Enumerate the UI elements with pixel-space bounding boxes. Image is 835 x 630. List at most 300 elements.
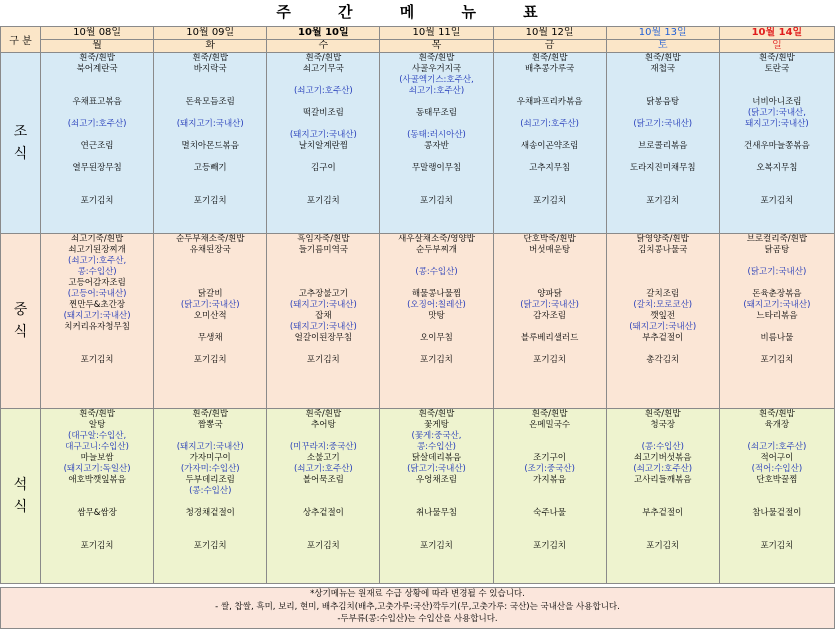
menu-item: 쌈무&쌈장	[77, 508, 117, 518]
origin-note: (돼지고기:독일산)	[63, 464, 131, 474]
menu-spacer	[154, 344, 266, 355]
menu-item: 포기김치	[646, 541, 680, 551]
menu-item: 짬뽕국	[197, 420, 223, 430]
menu-spacer	[494, 108, 606, 119]
menu-item: 맛탕	[428, 311, 445, 321]
menu-item: 포기김치	[420, 541, 453, 551]
menu-spacer	[494, 278, 606, 289]
origin-note: (콩:수입산)	[189, 486, 232, 496]
menu-spacer	[380, 486, 492, 497]
menu-item: 포기김치	[193, 541, 227, 551]
menu-cell	[267, 409, 380, 584]
menu-spacer	[607, 530, 719, 541]
menu-spacer	[494, 130, 606, 141]
origin-note: (오징어:칠레산)	[407, 300, 466, 310]
menu-item: 쇠고기죽/흰밥	[71, 234, 124, 244]
menu-item: 육개장	[764, 420, 790, 430]
origin-note: (돼지고기:국내산)	[176, 442, 244, 452]
menu-spacer	[494, 256, 606, 267]
menu-spacer	[41, 344, 153, 355]
day-weekday: 수	[267, 40, 380, 53]
meal-label-lunch	[1, 234, 41, 409]
menu-spacer	[607, 152, 719, 163]
day-date: 10월 11일	[380, 27, 493, 40]
menu-item: 고등어감자조림	[68, 278, 126, 288]
menu-item: 가지볶음	[533, 475, 567, 485]
menu-item: 흰죽/흰밥	[531, 53, 568, 63]
menu-spacer	[267, 344, 379, 355]
menu-spacer	[607, 431, 719, 442]
menu-item: 흑임자죽/흰밥	[297, 234, 350, 244]
menu-spacer	[720, 152, 834, 163]
footer-note: -두부류(콩:수입산)는 수입산을 사용합니다.	[337, 614, 498, 624]
page-title: 주 간 메 뉴 표	[276, 3, 559, 21]
origin-note: (돼지고기:국내산)	[743, 300, 811, 310]
menu-item: 포기김치	[646, 196, 680, 206]
menu-item: 닭영양죽/흰밥	[636, 234, 689, 244]
menu-spacer	[607, 86, 719, 97]
menu-spacer	[154, 497, 266, 508]
menu-item: 버섯매운탕	[529, 245, 571, 255]
origin-note: (대구알:수입산,	[68, 431, 127, 441]
menu-spacer	[41, 152, 153, 163]
menu-item: 무말랭이무침	[411, 163, 462, 173]
menu-item: 볼어묵조림	[302, 475, 344, 485]
menu-spacer	[41, 333, 153, 344]
origin-note: (돼지고기:국내산)	[289, 130, 357, 140]
menu-spacer	[41, 130, 153, 141]
menu-item: 열무된장무침	[72, 163, 122, 173]
origin-note: (콩:수입산)	[641, 442, 684, 452]
menu-item: 바지락국	[193, 64, 227, 74]
menu-item: 애호박깻잎볶음	[68, 475, 126, 485]
menu-spacer	[380, 174, 492, 185]
menu-item: 오이무침	[420, 333, 453, 343]
menu-item: 토란국	[764, 64, 790, 74]
menu-spacer	[720, 431, 834, 442]
origin-note: (닭고기:국내산)	[520, 300, 579, 310]
menu-spacer	[494, 497, 606, 508]
menu-spacer	[720, 86, 834, 97]
menu-spacer	[267, 119, 379, 130]
menu-cell	[606, 234, 719, 409]
origin-note: (쇠고기:호주산)	[293, 86, 353, 96]
menu-spacer	[154, 431, 266, 442]
menu-item: 감자조림	[533, 311, 567, 321]
menu-item: 흰죽/흰밥	[192, 409, 229, 419]
origin-note: (쇠고기:호주산)	[520, 119, 579, 129]
footer-notes	[0, 587, 835, 629]
menu-item: 잡채	[315, 311, 332, 321]
menu-spacer	[720, 256, 834, 267]
menu-item: 우채표고볶음	[72, 97, 122, 107]
weekly-menu-table	[0, 26, 835, 584]
day-date: 10월 09일	[154, 27, 267, 40]
menu-item: 찐만두&초간장	[69, 300, 126, 310]
origin-note: (닭고기:국내산)	[633, 119, 693, 129]
menu-item: 흰죽/흰밥	[644, 409, 681, 419]
menu-spacer	[494, 322, 606, 333]
origin-note: (미꾸라지:중국산)	[289, 442, 357, 452]
meal-label-char: 중	[13, 302, 28, 318]
origin-note: (돼지고기:국내산)	[289, 322, 357, 332]
menu-item: 포기김치	[760, 196, 794, 206]
menu-item: 포기김치	[533, 196, 567, 206]
menu-spacer	[41, 519, 153, 530]
menu-item: 북어계란국	[76, 64, 118, 74]
footer-note: *상기메뉴는 원재료 수급 상황에 따라 변경될 수 있습니다.	[310, 589, 525, 599]
menu-item: 순두부찌개	[415, 245, 458, 255]
origin-note: (돼지고기:국내산)	[629, 322, 697, 332]
menu-item: 쇠고기무국	[302, 64, 344, 74]
menu-item: 건새우마늘쫑볶음	[744, 141, 810, 151]
menu-item: 총각김치	[646, 355, 680, 365]
menu-spacer	[41, 185, 153, 196]
day-date: 10월 13일	[606, 27, 719, 40]
day-weekday: 월	[41, 40, 154, 53]
day-weekday: 일	[719, 40, 834, 53]
origin-note: (가자미:수입산)	[180, 464, 240, 474]
meal-label-dinner	[1, 409, 41, 584]
menu-spacer	[154, 519, 266, 530]
menu-cell	[493, 234, 606, 409]
menu-spacer	[267, 431, 379, 442]
menu-spacer	[41, 86, 153, 97]
origin-note: (고등어:국내산)	[67, 289, 127, 299]
origin-note: (콩:수입산)	[415, 267, 458, 277]
origin-note: 콩:수입산)	[77, 267, 117, 277]
menu-item: 포기김치	[420, 196, 453, 206]
dinner-row	[1, 409, 835, 584]
menu-spacer	[607, 256, 719, 267]
footer-note: - 쌀, 찹쌀, 흑미, 보리, 현미, 배추김치(배추,고춧가루:국산)깍두기(무,고춧가루: 국산)는 국내산을 사용합니다.	[215, 601, 620, 612]
origin-note: (갈치:모로코산)	[633, 300, 693, 310]
menu-item: 날치알계란찜	[298, 141, 348, 151]
day-weekday: 토	[606, 40, 719, 53]
menu-item: 흰죽/흰밥	[305, 409, 342, 419]
origin-note: (적어:수입산)	[751, 464, 803, 474]
menu-item: 우채파프리카볶음	[516, 97, 583, 107]
menu-spacer	[41, 497, 153, 508]
menu-item: 흰죽/흰밥	[79, 53, 115, 63]
menu-item: 들기름미역국	[298, 245, 348, 255]
menu-spacer	[720, 497, 834, 508]
menu-item: 닭봉음탕	[646, 97, 680, 107]
menu-spacer	[380, 278, 492, 289]
menu-item: 포기김치	[193, 355, 227, 365]
origin-note: (돼지고기:국내산)	[63, 311, 131, 321]
menu-spacer	[154, 75, 266, 86]
menu-item: 단호박꿀찜	[756, 475, 798, 485]
menu-item: 포기김치	[80, 355, 114, 365]
menu-spacer	[720, 322, 834, 333]
menu-cell	[267, 234, 380, 409]
menu-spacer	[267, 530, 379, 541]
menu-cell	[41, 234, 154, 409]
menu-item: 포기김치	[193, 196, 227, 206]
menu-spacer	[494, 519, 606, 530]
breakfast-row	[1, 53, 835, 234]
menu-item: 고사리들깨볶음	[633, 475, 692, 485]
meal-label-char: 식	[13, 499, 28, 515]
menu-item: 고추장불고기	[298, 289, 348, 299]
gubun-header: 구 분	[1, 27, 41, 53]
menu-spacer	[607, 278, 719, 289]
menu-spacer	[267, 174, 379, 185]
menu-spacer	[154, 322, 266, 333]
menu-cell	[493, 409, 606, 584]
menu-spacer	[720, 130, 834, 141]
menu-item: 흰죽/흰밥	[305, 53, 342, 63]
menu-item: 상추겉절이	[302, 508, 344, 518]
menu-spacer	[41, 108, 153, 119]
menu-item: 온메밀국수	[529, 420, 571, 430]
menu-spacer	[154, 152, 266, 163]
menu-spacer	[154, 130, 266, 141]
menu-spacer	[607, 108, 719, 119]
menu-item: 순두부채소죽/흰밥	[175, 234, 245, 244]
meal-label-char: 식	[13, 146, 28, 162]
menu-item: 치커리유자청무침	[64, 322, 130, 332]
menu-spacer	[267, 97, 379, 108]
menu-item: 양파닭	[537, 289, 562, 299]
menu-item: 부추겉절이	[642, 333, 684, 343]
menu-item: 적어구이	[760, 453, 794, 463]
menu-item: 청국장	[650, 420, 676, 430]
origin-note: (조기:중국산)	[524, 464, 575, 474]
menu-spacer	[494, 152, 606, 163]
menu-cell	[154, 53, 267, 234]
menu-item: 블루베리샐러드	[520, 333, 579, 343]
menu-cell	[606, 53, 719, 234]
meal-label-char: 석	[13, 477, 28, 493]
menu-spacer	[607, 75, 719, 86]
menu-item: 흰죽/흰밥	[759, 409, 795, 419]
menu-item: 오미산적	[193, 311, 227, 321]
menu-spacer	[267, 256, 379, 267]
menu-item: 비름나물	[760, 333, 794, 343]
menu-spacer	[267, 152, 379, 163]
menu-spacer	[267, 497, 379, 508]
meal-label-breakfast	[1, 53, 41, 234]
origin-note: (사골엑기스:호주산,	[399, 75, 474, 85]
header-date-row	[1, 27, 835, 40]
menu-item: 포기김치	[80, 541, 114, 551]
meal-label-char: 식	[13, 324, 28, 340]
menu-spacer	[494, 267, 606, 278]
menu-spacer	[380, 344, 492, 355]
menu-cell	[267, 53, 380, 234]
menu-cell	[380, 234, 493, 409]
menu-spacer	[380, 119, 492, 130]
menu-spacer	[607, 185, 719, 196]
menu-cell	[719, 234, 834, 409]
menu-cell	[380, 53, 493, 234]
menu-spacer	[494, 185, 606, 196]
menu-spacer	[494, 174, 606, 185]
menu-item: 알탕	[88, 420, 106, 430]
menu-spacer	[267, 75, 379, 86]
menu-item: 포기김치	[306, 541, 340, 551]
menu-item: 취나물무침	[415, 508, 458, 518]
menu-item: 추어탕	[311, 420, 336, 430]
origin-note: 돼지고기:국내산)	[745, 119, 809, 129]
menu-item: 조기구이	[533, 453, 567, 463]
origin-note: 대구고니:수입산)	[65, 442, 129, 452]
menu-spacer	[720, 278, 834, 289]
menu-spacer	[720, 174, 834, 185]
menu-spacer	[154, 278, 266, 289]
menu-spacer	[154, 86, 266, 97]
menu-item: 돈육춘장볶음	[752, 289, 802, 299]
menu-spacer	[380, 97, 492, 108]
menu-item: 부추겉절이	[642, 508, 684, 518]
menu-item: 느타리볶음	[756, 311, 798, 321]
menu-item: 쇠고기된장찌개	[68, 245, 126, 255]
origin-note: 콩:수입산)	[416, 442, 456, 452]
menu-item: 흰죽/흰밥	[644, 53, 681, 63]
menu-cell	[719, 409, 834, 584]
day-date: 10월 10일	[267, 27, 380, 40]
menu-spacer	[720, 185, 834, 196]
menu-item: 새우살채소죽/영양밥	[398, 234, 475, 244]
menu-spacer	[380, 152, 492, 163]
menu-item: 포기김치	[533, 355, 567, 365]
menu-spacer	[494, 530, 606, 541]
menu-spacer	[720, 75, 834, 86]
menu-item: 쇠고기버섯볶음	[633, 453, 692, 463]
origin-note: (쇠고기:호주산,	[68, 256, 127, 266]
menu-item: 콩자반	[424, 141, 449, 151]
menu-item: 무생채	[197, 333, 223, 343]
meal-label-char: 조	[13, 124, 28, 140]
origin-note: (돼지고기:국내산)	[176, 119, 244, 129]
menu-item: 포기김치	[420, 355, 453, 365]
menu-spacer	[607, 519, 719, 530]
origin-note: (동태:러시아산)	[407, 130, 466, 140]
menu-spacer	[41, 174, 153, 185]
menu-item: 연근조림	[80, 141, 114, 151]
origin-note: (쇠고기:호주산)	[747, 442, 807, 452]
menu-item: 동태무조림	[415, 108, 458, 118]
day-weekday: 목	[380, 40, 493, 53]
menu-item: 청경채겉절이	[185, 508, 235, 518]
menu-spacer	[494, 442, 606, 453]
menu-spacer	[607, 174, 719, 185]
menu-item: 닭갈비	[197, 289, 223, 299]
menu-spacer	[41, 486, 153, 497]
menu-item: 참나물겉절이	[752, 508, 802, 518]
menu-spacer	[720, 519, 834, 530]
menu-item: 흰죽/흰밥	[418, 53, 455, 63]
menu-spacer	[494, 486, 606, 497]
menu-item: 꽃게탕	[424, 420, 449, 430]
menu-item: 포기김치	[306, 196, 340, 206]
menu-spacer	[607, 130, 719, 141]
menu-item: 가자미구이	[189, 453, 231, 463]
origin-note: (닭고기:국내산)	[180, 300, 240, 310]
origin-note: (꽃게:중국산,	[411, 431, 462, 441]
menu-item: 포기김치	[760, 541, 794, 551]
menu-item: 포기김치	[760, 355, 794, 365]
menu-spacer	[154, 174, 266, 185]
menu-spacer	[267, 519, 379, 530]
menu-spacer	[267, 278, 379, 289]
menu-item: 포기김치	[80, 196, 114, 206]
menu-spacer	[380, 322, 492, 333]
menu-item: 해물콩나물찜	[411, 289, 462, 299]
menu-cell	[41, 53, 154, 234]
menu-item: 소불고기	[306, 453, 340, 463]
origin-note: (돼지고기:국내산)	[289, 300, 357, 310]
menu-spacer	[380, 256, 492, 267]
menu-item: 포기김치	[306, 355, 340, 365]
origin-note: (닭고기:국내산)	[407, 464, 466, 474]
menu-item: 포기김치	[533, 541, 567, 551]
menu-spacer	[607, 486, 719, 497]
menu-cell	[606, 409, 719, 584]
menu-cell	[41, 409, 154, 584]
menu-cell	[380, 409, 493, 584]
origin-note: (쇠고기:호주산)	[633, 464, 693, 474]
menu-item: 김구이	[311, 163, 336, 173]
menu-spacer	[607, 497, 719, 508]
origin-note: (쇠고기:호주산)	[67, 119, 127, 129]
menu-spacer	[380, 519, 492, 530]
menu-spacer	[494, 75, 606, 86]
menu-item: 닭살데리볶음	[411, 453, 462, 463]
menu-item: 브로컬리죽/흰밥	[746, 234, 808, 244]
menu-item: 브로콜리볶음	[638, 141, 688, 151]
menu-item: 너비아니조림	[752, 97, 802, 107]
menu-item: 두부데리조림	[185, 475, 235, 485]
menu-spacer	[720, 530, 834, 541]
menu-spacer	[267, 486, 379, 497]
day-date: 10월 14일	[719, 27, 834, 40]
menu-spacer	[494, 431, 606, 442]
menu-spacer	[154, 267, 266, 278]
menu-item: 단호박죽/흰밥	[523, 234, 576, 244]
menu-spacer	[154, 108, 266, 119]
menu-cell	[154, 234, 267, 409]
menu-item: 오복지무침	[756, 163, 798, 173]
menu-spacer	[267, 185, 379, 196]
origin-note: 쇠고기:호주산)	[408, 86, 465, 96]
menu-item: 마늘보쌈	[80, 453, 114, 463]
origin-note: (닭고기:국내산,	[747, 108, 806, 118]
menu-item: 우엉채조림	[415, 475, 458, 485]
menu-spacer	[380, 497, 492, 508]
day-weekday: 화	[154, 40, 267, 53]
menu-item: 고등빼기	[193, 163, 227, 173]
menu-item: 닭곰탕	[764, 245, 790, 255]
menu-item: 깻잎전	[650, 311, 676, 321]
menu-item: 멸치아몬드볶음	[181, 141, 239, 151]
menu-spacer	[720, 344, 834, 355]
menu-item: 떡갈비조림	[302, 108, 344, 118]
menu-item: 흰죽/흰밥	[418, 409, 455, 419]
menu-item: 고추지무침	[529, 163, 571, 173]
menu-spacer	[380, 530, 492, 541]
menu-item: 유채된장국	[189, 245, 231, 255]
menu-spacer	[380, 185, 492, 196]
menu-item: 흰죽/흰밥	[192, 53, 229, 63]
day-date: 10월 12일	[493, 27, 606, 40]
menu-item: 배추콩가루국	[524, 64, 575, 74]
menu-spacer	[41, 75, 153, 86]
menu-spacer	[607, 267, 719, 278]
menu-item: 사골우거지국	[411, 64, 462, 74]
